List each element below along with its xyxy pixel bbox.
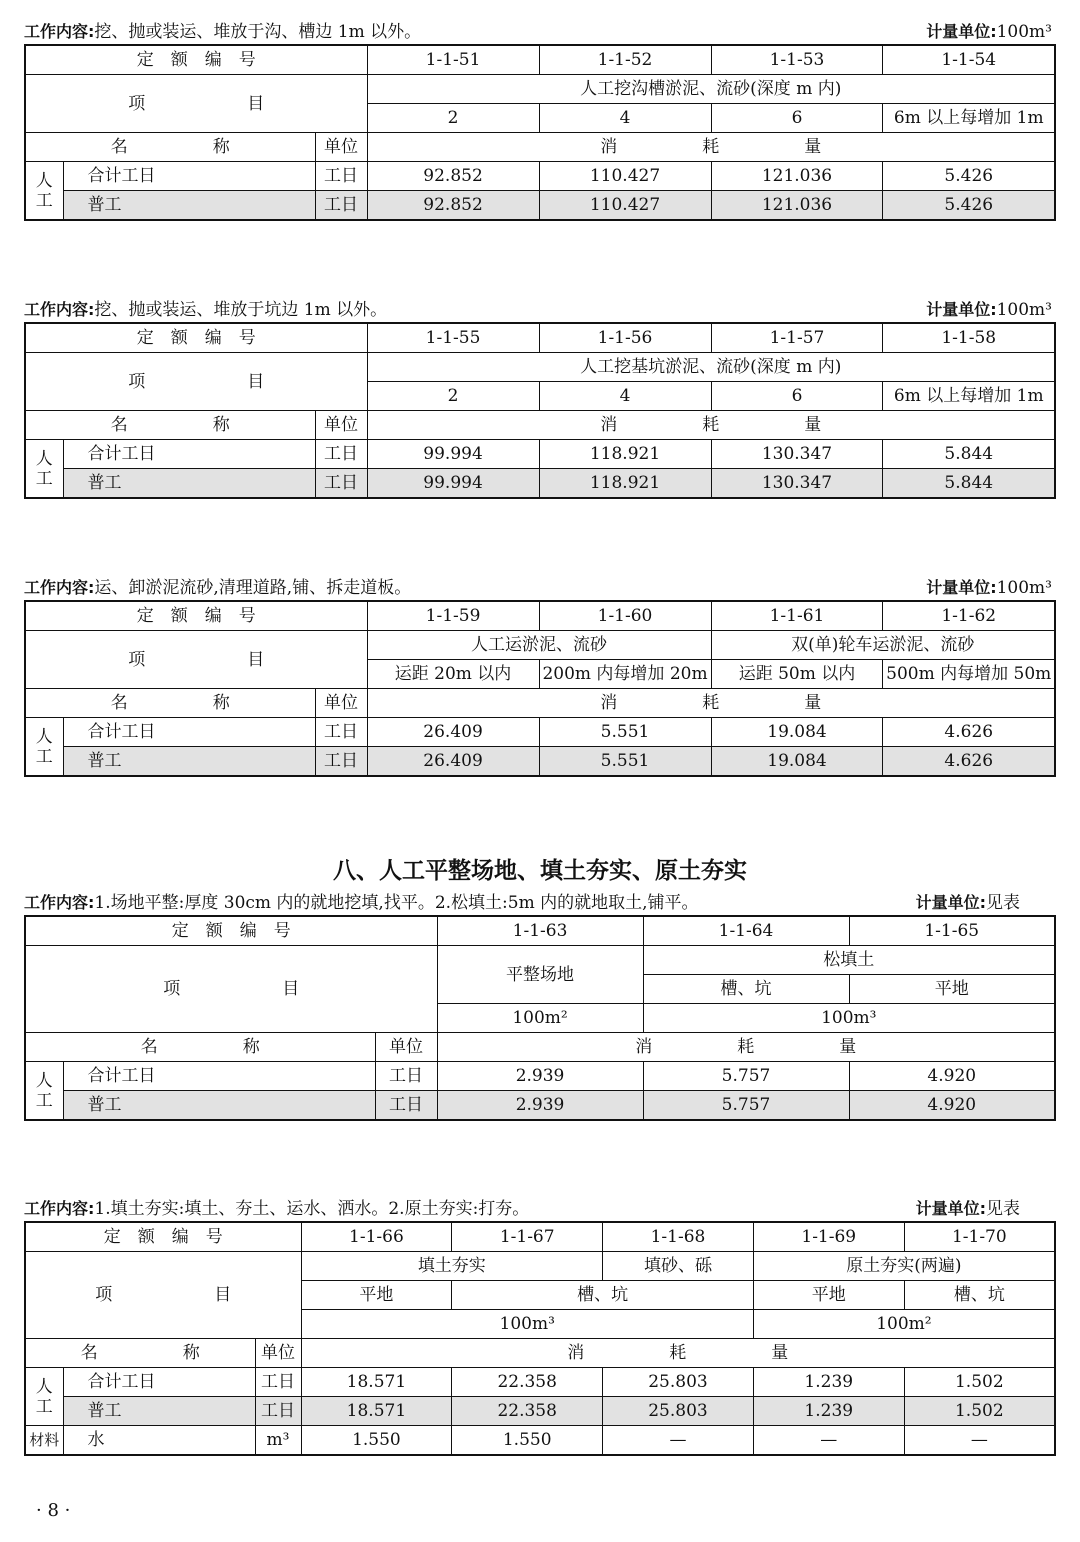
measure-unit: 计量单位:100m³ [926,300,1052,320]
table-row: 普工 工日 18.571 22.358 25.803 1.239 1.502 [25,1397,1055,1426]
name-row: 名 称 单位 消 耗 量 [25,1033,1055,1062]
table-row: 普工 工日 26.409 5.551 19.084 4.626 [25,747,1055,777]
work-content-line: 工作内容:运、卸淤泥流砂,清理道路,铺、拆走道板。 计量单位:100m³ [24,578,1052,598]
distance-row: 运距 20m 以内 200m 内每增加 20m 运距 50m 以内 500m 内每增加 50m [25,660,1055,689]
labor-category: 人 工 [25,718,63,777]
page-number: · 8 · [36,1500,71,1521]
unit-row: 100m³ 100m² [25,1310,1055,1339]
quota-table [24,44,1056,221]
table-row: 人 工 合计工日 工日 26.409 5.551 19.084 4.626 [25,718,1055,747]
name-row: 名 称 单位 消 耗 量 [25,133,1055,162]
work-content: 挖、抛或装运、堆放于沟、槽边 1m 以外。 [94,22,422,42]
quota-block-2 [24,298,1056,499]
work-content-line: 工作内容:挖、抛或装运、堆放于沟、槽边 1m 以外。 计量单位:100m³ [24,22,1052,42]
code-row: 定 额 编 号 1-1-59 1-1-60 1-1-61 1-1-62 [25,601,1055,631]
code-row: 定 额 编 号 1-1-55 1-1-56 1-1-57 1-1-58 [25,323,1055,353]
material-category: 材料 [25,1426,63,1456]
work-content-line: 工作内容:1.场地平整:厚度 30cm 内的就地挖填,找平。2.松填土:5m 内的就地取土,铺平。 计量单位:见表 [24,893,1020,913]
unit-row: 100m² 100m³ [25,1004,1055,1033]
depth-row: 2 4 6 6m 以上每增加 1m [25,382,1055,411]
work-content: 挖、抛或装运、堆放于坑边 1m 以外。 [94,300,388,320]
item-header: 人工挖基坑淤泥、流砂(深度 m 内) [367,353,1055,382]
work-content: 运、卸淤泥流砂,清理道路,铺、拆走道板。 [94,578,412,598]
work-content: 1.场地平整:厚度 30cm 内的就地挖填,找平。2.松填土:5m 内的就地取土,铺平。 [94,893,699,913]
labor-category: 人 工 [25,440,63,499]
table-row: 人 工 合计工日 工日 99.994 118.921 130.347 5.844 [25,440,1055,469]
item-header: 人工运淤泥、流砂 [367,631,711,660]
quota-block-3 [24,576,1056,777]
measure-unit: 计量单位:100m³ [926,22,1052,42]
item-header: 双(单)轮车运淤泥、流砂 [711,631,1055,660]
item-label: 项 目 [25,1252,301,1339]
labor-category: 人 工 [25,1368,63,1426]
name-row: 名 称 单位 消 耗 量 [25,411,1055,440]
code-row: 定 额 编 号 1-1-66 1-1-67 1-1-68 1-1-69 1-1-70 [25,1222,1055,1252]
item-label: 项 目 [25,75,367,133]
table-row: 普工 工日 2.939 5.757 4.920 [25,1091,1055,1121]
code-row: 定 额 编 号 1-1-63 1-1-64 1-1-65 [25,916,1055,946]
quota-table: 定 额 编 号 1-1-63 1-1-64 1-1-65 项 目 平整场地 松填土 槽、坑 平地 100m² 100m³ 名 称 单位 消 耗 量 人 工 合计工日 工日 2.939 5.757 4.920 普工 工日 2.939 5.757 4.920 [24,915,1056,1121]
section-title: 八、人工平整场地、填土夯实、原土夯实 [333,858,747,884]
quota-block-1 [24,20,1056,221]
item-label: 项 目 [25,631,367,689]
name-row: 名 称 单位 消 耗 量 [25,1339,1055,1368]
quota-block-4 [24,891,1056,1121]
item-label: 项 目 [25,353,367,411]
table-row: 人 工 合计工日 工日 92.852 110.427 121.036 5.426 [25,162,1055,191]
measure-unit: 计量单位:100m³ [926,578,1052,598]
measure-unit: 计量单位:见表 [915,893,1020,913]
table-row: 普工 工日 99.994 118.921 130.347 5.844 [25,469,1055,499]
quota-table [24,600,1056,777]
table-row: 普工 工日 92.852 110.427 121.036 5.426 [25,191,1055,221]
quota-block-5 [24,1197,1056,1456]
table-row: 人 工 合计工日 工日 2.939 5.757 4.920 [25,1062,1055,1091]
code-row: 定 额 编 号 1-1-51 1-1-52 1-1-53 1-1-54 [25,45,1055,75]
labor-category: 人 工 [25,162,63,221]
depth-row: 2 4 6 6m 以上每增加 1m [25,104,1055,133]
work-content-line: 工作内容:挖、抛或装运、堆放于坑边 1m 以外。 计量单位:100m³ [24,300,1052,320]
item-header: 人工挖沟槽淤泥、流砂(深度 m 内) [367,75,1055,104]
item-label: 项 目 [25,946,437,1033]
table-row: 人 工 合计工日 工日 18.571 22.358 25.803 1.239 1.502 [25,1368,1055,1397]
work-content: 1.填土夯实:填土、夯土、运水、洒水。2.原土夯实:打夯。 [94,1199,530,1219]
quota-table: 定 额 编 号 1-1-66 1-1-67 1-1-68 1-1-69 1-1-70 项 目 填土夯实 填砂、砾 原土夯实(两遍) 平地 槽、坑 平地 槽、坑 100m³ 100m² 名 称 单位 消 耗 量 人 工 合计工日 工日 18.571 22.358 25.803 1.239 1.502 普工 工日 18.571 22.358 25.803 1.239 1.502 材料 水 m³ 1.550 1.550 — — — [24,1221,1056,1456]
labor-category: 人 工 [25,1062,63,1121]
name-row: 名 称 单位 消 耗 量 [25,689,1055,718]
quota-table [24,322,1056,499]
table-row: 材料 水 m³ 1.550 1.550 — — — [25,1426,1055,1456]
measure-unit: 计量单位:见表 [915,1199,1020,1219]
work-content-line: 工作内容:1.填土夯实:填土、夯土、运水、洒水。2.原土夯实:打夯。 计量单位:见表 [24,1199,1020,1219]
